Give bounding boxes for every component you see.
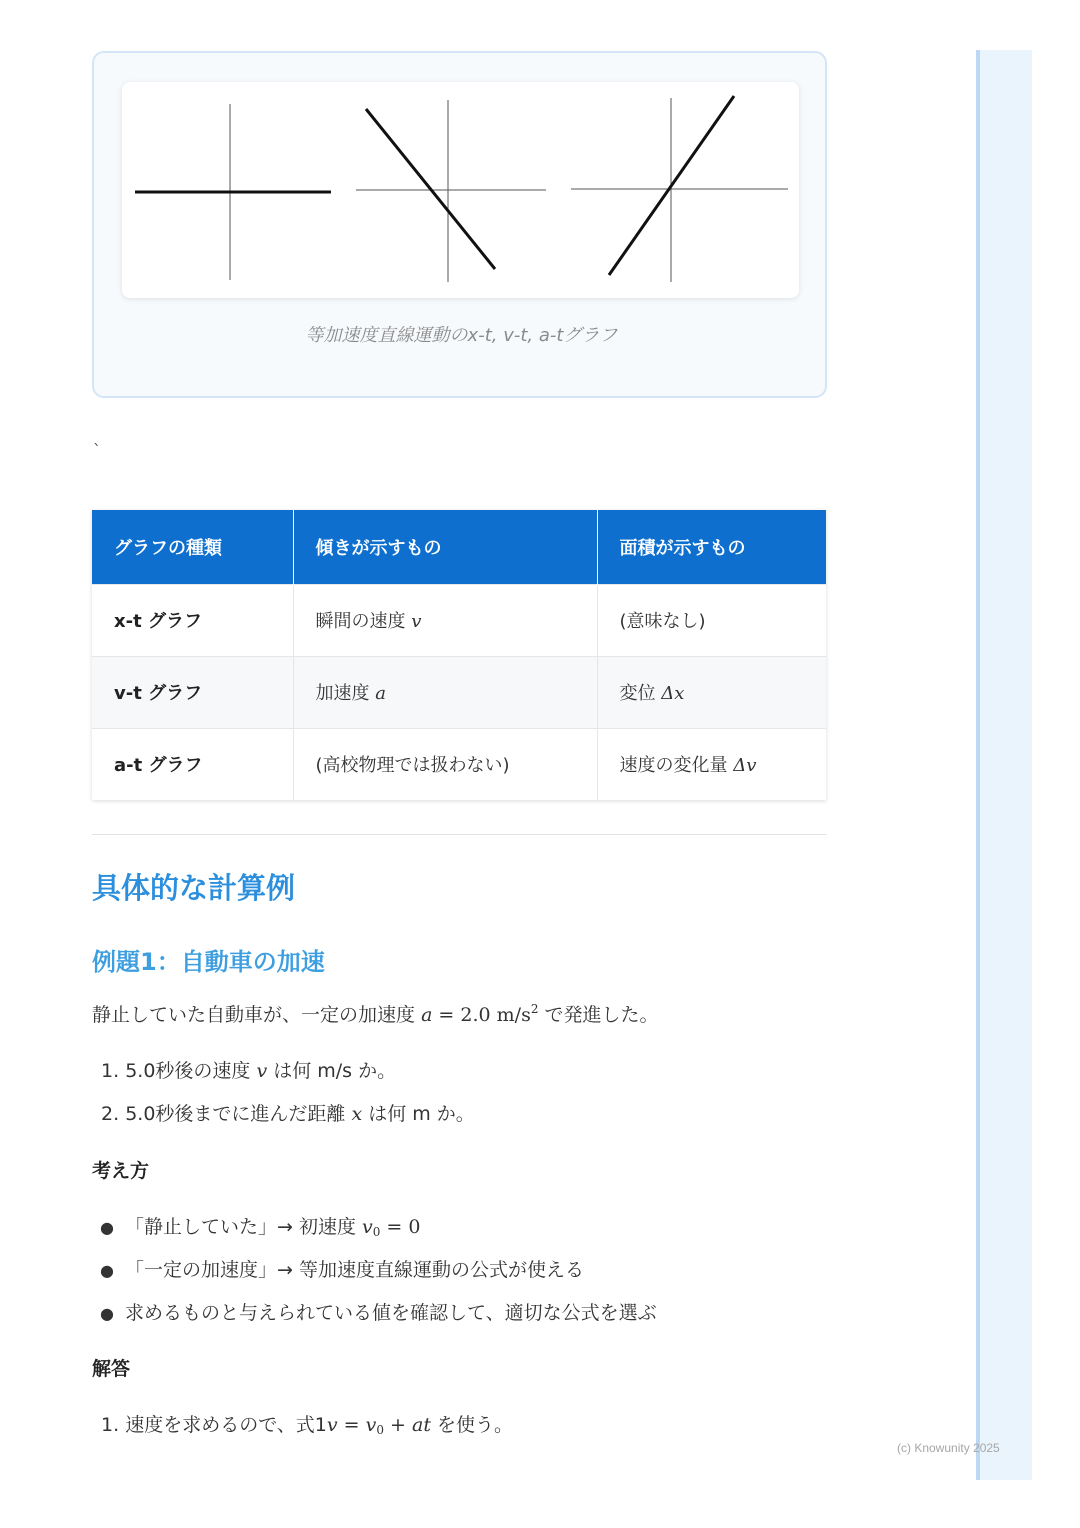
right-sidebar [976,50,1032,1480]
graph-svg [122,82,799,298]
graph-image [122,82,799,298]
question-var: x [351,1103,363,1125]
slope-var: v [411,611,422,632]
slope-text: 加速度 [315,683,370,704]
question-number: 2. [101,1103,120,1125]
section-divider [92,834,827,835]
bullet-rest: = 0 [380,1216,421,1238]
row-graph-type: x-t グラフ [92,584,293,656]
eq-v0: v [365,1414,377,1436]
bullet-dot: ● [100,1261,114,1280]
eq-equals: = [337,1414,366,1436]
question-number: 1. [101,1060,120,1082]
question-pre: 5.0秒後の速度 [125,1060,251,1082]
section-title: 具体的な計算例 [92,871,296,905]
stray-mark: ` [93,441,101,460]
problem-statement [92,1000,659,1027]
problem-post: で発進した。 [544,1004,659,1026]
answer-post: を使う。 [437,1414,514,1436]
list-item [100,1255,584,1282]
slope-text: 瞬間の速度 [315,611,406,632]
answer-pre: 速度を求めるので、式1 [125,1414,327,1436]
header-graph-type: グラフの種類 [92,510,293,584]
graph-figure [92,51,827,398]
bullet-text: 「一定の加速度」→ 等加速度直線運動の公式が使える [125,1259,584,1281]
copyright-text: (c) Knowunity 2025 [897,1441,1000,1455]
row-area [597,656,826,728]
row-slope [293,728,597,800]
header-slope: 傾きが示すもの [293,510,597,584]
row-slope [293,656,597,728]
question-var: v [256,1060,268,1082]
row-area [597,584,826,656]
eq-v: v [326,1414,338,1436]
table-header-row [92,510,826,584]
graph2-descending-line [366,109,495,269]
bullet-text: 「静止していた」→ 初速度 [125,1216,356,1238]
bullet-var: v [362,1216,373,1238]
row-slope [293,584,597,656]
example-title: 例題1：自動車の加速 [92,948,325,976]
graph-meaning-table [92,510,826,800]
question-post: は何 m/s か。 [273,1060,397,1082]
row-graph-type: v-t グラフ [92,656,293,728]
question-item [101,1099,475,1126]
eq-v0-sub: 0 [376,1423,385,1437]
table-row [92,728,826,800]
slope-text: (高校物理では扱わない) [315,755,510,777]
area-text: 速度の変化量 [619,755,728,777]
row-area [597,728,826,800]
bullet-text: 求めるものと与えられている値を確認して、適切な公式を選ぶ [125,1302,657,1324]
eq-at: at [412,1414,431,1436]
list-item [100,1212,420,1239]
problem-pre: 静止していた自動車が、一定の加速度 [92,1004,416,1026]
row-graph-type: a-t グラフ [92,728,293,800]
list-item [100,1298,657,1325]
area-var: Δx [661,683,685,704]
approach-heading: 考え方 [92,1160,150,1182]
answer-item [101,1410,513,1437]
problem-var: a [421,1004,433,1026]
area-text: 変位 [619,683,656,704]
answer-heading: 解答 [92,1358,131,1380]
question-post: は何 m か。 [368,1103,475,1125]
answer-number: 1. [101,1414,120,1436]
bullet-dot: ● [100,1218,114,1237]
problem-sup: 2 [530,1002,539,1016]
bullet-sub: 0 [372,1225,381,1239]
bullet-dot: ● [100,1304,114,1323]
question-pre: 5.0秒後までに進んだ距離 [125,1103,346,1125]
question-item [101,1056,396,1083]
header-area: 面積が示すもの [597,510,826,584]
table-row [92,656,826,728]
area-text: (意味なし) [619,611,706,632]
slope-var: a [375,683,386,704]
figure-caption: 等加速度直線運動のx-t, v-t, a-tグラフ [305,325,618,346]
eq-plus: + [384,1414,413,1436]
area-var: Δv [733,755,757,777]
problem-math: = 2.0 m/s [432,1004,531,1026]
table-row [92,584,826,656]
